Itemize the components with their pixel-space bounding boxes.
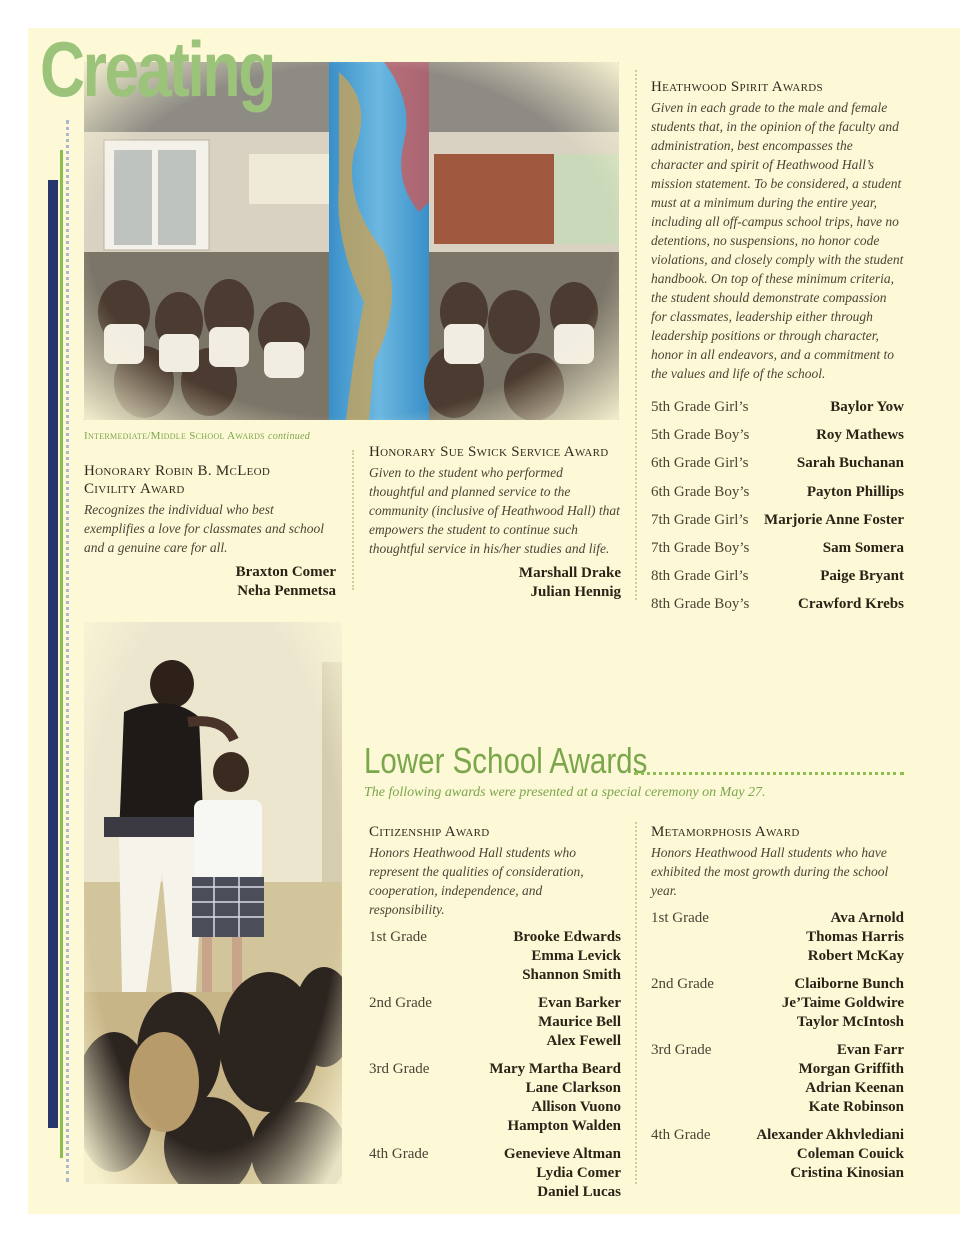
left-green-line — [60, 150, 63, 1158]
winner-names — [504, 1145, 621, 1202]
list-item — [369, 994, 621, 1051]
winner-names — [782, 975, 904, 1032]
winner-name: Robert McKay — [807, 948, 904, 964]
grade-label: 4th Grade — [369, 1146, 429, 1162]
section-caption — [84, 430, 310, 442]
winner-name: Kate Robinson — [808, 1099, 904, 1115]
winner-name: Ava Arnold — [830, 910, 904, 926]
list-item — [369, 928, 621, 985]
winner-name: Alex Fewell — [546, 1033, 621, 1049]
winner-name: Cristina Kinosian — [790, 1165, 904, 1181]
list-item — [651, 393, 904, 421]
list-item — [651, 506, 904, 534]
mcleod-award-block — [84, 462, 336, 601]
winner-name: Julian Hennig — [530, 584, 621, 600]
grade-label: 5th Grade Boy’s — [651, 427, 750, 444]
list-item — [651, 478, 904, 506]
spirit-award-description: Given in each grade to the male and female students that, in the opinion of the faculty and administration, best encompasses the character and spirit of Heathwood Hall’s mission statement. To be considered, a student must at a minimum during the entire year, including all off-campus school trips, have no detentions, no suspensions, no honor code violations, and closely comply with the student handbook. On top of these minimum criteria, the student should demonstrate compassion for classmates, leadership either through leadership positions or through character, honor in all endeavors, and a commitment to the values and life of the school. — [651, 100, 904, 381]
mcleod-award-description: Recognizes the individual who best exemplifies a love for classmates and school and a genuine care for all. — [84, 502, 324, 555]
winner-name: Marshall Drake — [518, 565, 621, 581]
winner-name: Crawford Krebs — [798, 596, 904, 613]
swick-award-description: Given to the student who performed thoughtful and planned service to the community (inclusive of Heathwood Hall) that empowers the student to continue such thoughtful service in his/her studies and life. — [369, 465, 620, 556]
winner-name: Evan Barker — [538, 995, 621, 1011]
list-item — [651, 449, 904, 477]
winner-names — [756, 1126, 904, 1183]
grade-label: 4th Grade — [651, 1127, 711, 1143]
grade-label: 3rd Grade — [369, 1061, 430, 1077]
winner-name: Coleman Couick — [796, 1146, 904, 1162]
page-title-word: Creating — [40, 25, 274, 113]
winner-name: Hampton Walden — [507, 1118, 621, 1134]
list-item — [369, 1060, 621, 1136]
grade-label: 5th Grade Girl’s — [651, 399, 749, 415]
lower-school-heading: Lower School Awards — [364, 740, 648, 781]
grade-label: 1st Grade — [369, 929, 427, 945]
photo-students-mosaic-pillar — [84, 62, 619, 420]
grade-label: 3rd Grade — [651, 1042, 712, 1058]
winner-names — [538, 994, 621, 1051]
grade-label: 2nd Grade — [369, 995, 432, 1011]
winner-name: Emma Levick — [531, 948, 621, 964]
left-blue-bar — [48, 180, 58, 1128]
citizenship-award-title: Citizenship Award — [369, 824, 490, 840]
grade-label: 2nd Grade — [651, 976, 714, 992]
grade-label: 7th Grade Girl’s — [651, 511, 749, 528]
caption-suffix: continued — [267, 431, 311, 442]
mcleod-award-title-line1: Honorary Robin B. McLeod — [84, 463, 271, 479]
winner-names — [513, 928, 621, 985]
spirit-award-block — [651, 78, 904, 619]
winner-name: Je’Taime Goldwire — [781, 995, 904, 1011]
winner-name: Allison Vuono — [531, 1099, 621, 1115]
list-item — [369, 1145, 621, 1202]
winner-names — [806, 909, 904, 966]
winner-name: Morgan Griffith — [798, 1061, 904, 1077]
winner-name: Mary Martha Beard — [489, 1061, 621, 1077]
metamorphosis-grade-list — [651, 909, 904, 1183]
lower-school-subtitle: The following awards were presented at a special ceremony on May 27. — [364, 785, 766, 800]
winner-name: Brooke Edwards — [513, 929, 621, 945]
mcleod-award-title-line2: Civility Award — [84, 481, 185, 497]
winner-name: Paige Bryant — [820, 568, 904, 585]
grade-label: 1st Grade — [651, 910, 709, 926]
grade-label: 6th Grade Girl’s — [651, 455, 749, 472]
swick-award-title: Honorary Sue Swick Service Award — [369, 444, 609, 460]
winner-name: Marjorie Anne Foster — [764, 511, 904, 528]
spirit-award-title: Heathwood Spirit Awards — [651, 79, 823, 95]
winner-name: Shannon Smith — [522, 967, 621, 983]
winner-name: Alexander Akhvlediani — [756, 1127, 904, 1143]
winner-name: Evan Farr — [836, 1042, 904, 1058]
winner-name: Maurice Bell — [538, 1014, 621, 1030]
list-item — [651, 421, 904, 449]
column-divider — [352, 450, 354, 590]
swick-award-block — [369, 443, 621, 602]
winner-names — [489, 1060, 621, 1136]
column-divider — [635, 70, 637, 600]
citizenship-award-description: Honors Heathwood Hall students who represent the qualities of consideration, cooperation, independence, and responsibility. — [369, 845, 584, 917]
metamorphosis-award-description: Honors Heathwood Hall students who have exhibited the most growth during the school year. — [651, 845, 889, 898]
winner-name: Thomas Harris — [806, 929, 904, 945]
left-dotted-line — [66, 120, 69, 1182]
winner-names — [799, 1041, 904, 1117]
winner-name: Adrian Keenan — [805, 1080, 904, 1096]
column-divider — [635, 822, 637, 1184]
list-item — [651, 1126, 904, 1183]
metamorphosis-award-title: Metamorphosis Award — [651, 824, 800, 840]
winner-name: Baylor Yow — [830, 399, 904, 415]
grade-label: 7th Grade Boy’s — [651, 539, 750, 556]
grade-label: 6th Grade Boy’s — [651, 483, 750, 500]
metamorphosis-award-block — [651, 823, 904, 1183]
winner-name: Lane Clarkson — [525, 1080, 621, 1096]
citizenship-award-block — [369, 823, 621, 1202]
mcleod-award-winners — [84, 563, 336, 601]
winner-name: Taylor McIntosh — [796, 1014, 904, 1030]
winner-name: Lydia Comer — [536, 1165, 621, 1181]
photo-teacher-and-student — [84, 622, 342, 1184]
heading-dotted-rule — [634, 772, 904, 775]
list-item — [651, 975, 904, 1032]
spirit-award-list — [651, 393, 904, 619]
list-item — [651, 534, 904, 562]
grade-label: 8th Grade Girl’s — [651, 568, 749, 585]
winner-name: Claiborne Bunch — [794, 976, 904, 992]
winner-name: Sam Somera — [822, 539, 904, 556]
list-item — [651, 909, 904, 966]
list-item — [651, 562, 904, 590]
grade-label: 8th Grade Boy’s — [651, 596, 750, 613]
winner-name: Braxton Comer — [235, 564, 336, 580]
winner-name: Payton Phillips — [806, 483, 904, 500]
swick-award-winners — [369, 564, 621, 602]
winner-name: Genevieve Altman — [503, 1146, 621, 1162]
list-item — [651, 590, 904, 618]
winner-name: Daniel Lucas — [537, 1184, 621, 1200]
list-item — [651, 1041, 904, 1117]
winner-name: Neha Penmetsa — [237, 583, 336, 599]
citizenship-grade-list — [369, 928, 621, 1202]
winner-name: Roy Mathews — [816, 427, 904, 444]
caption-main: Intermediate/Middle School Awards — [84, 430, 265, 442]
winner-name: Sarah Buchanan — [796, 455, 904, 472]
